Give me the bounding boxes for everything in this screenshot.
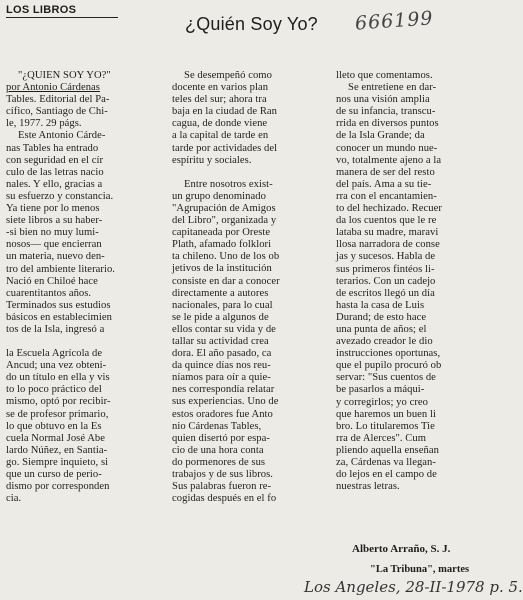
- handwritten-date-note: Los Angeles, 28-II-1978 p. 5.: [304, 578, 523, 596]
- article-text-line: capitaneada por Oreste: [172, 227, 271, 239]
- article-text-line: do lejos en el campo de: [336, 469, 437, 481]
- article-text-line: un grupo denominado: [172, 190, 266, 202]
- article-text-line: estos oradores fue Anto: [172, 408, 273, 420]
- author-byline: Alberto Arraño, S. J.: [352, 543, 451, 555]
- article-text-line: cia.: [6, 493, 22, 505]
- article-text-line: instrucciones oportunas,: [336, 348, 441, 360]
- article-text-line: Ya tiene por lo menos: [6, 203, 100, 215]
- article-text-line: Terminados sus estudios: [6, 299, 111, 311]
- article-text-line: sus experiencias. Uno de: [172, 396, 279, 408]
- article-text-line: del Libro", organizada y: [172, 215, 277, 227]
- article-text-line: lleto que comentamos.: [336, 70, 433, 81]
- article-text-line: nes correspondía relatar: [172, 384, 275, 396]
- article-text-line: de su infancia, transcu-: [336, 106, 436, 118]
- article-text-line: Nació en Chiloé hace: [6, 275, 98, 287]
- article-text-line: da los cuentos que le re: [336, 215, 437, 227]
- article-text-line: lataba su madre, maravi: [336, 227, 439, 239]
- article-text-line: de la Isla Grande; da: [336, 130, 425, 142]
- article-text-line: siete libros a su haber-: [6, 215, 103, 227]
- article-text-line: cio de una hora conta: [172, 444, 264, 456]
- article-text-line: bro. Lo titularemos Tie: [336, 420, 435, 432]
- section-rule: [6, 17, 118, 18]
- article-text-line: "¿QUIEN SOY YO?": [18, 70, 111, 81]
- article-text-line: to lo poco práctico del: [6, 384, 102, 396]
- article-text-line: baja en la ciudad de Ran: [172, 106, 278, 118]
- article-text-line: cagua, de donde viene: [172, 118, 268, 130]
- underlined-text: por Antonio Cárdenas: [6, 82, 100, 94]
- article-text-line: lardo Núñez, en Santia-: [6, 444, 108, 456]
- article-text-line: go. Siempre inquieto, si: [6, 456, 109, 468]
- article-text-line: terarios. Con un cadejo: [336, 275, 436, 287]
- article-text-line: se de profesor primario,: [6, 408, 109, 420]
- article-text-line: be pasarlos a máqui-: [336, 384, 425, 396]
- article-text-line: do pormenores de sus: [172, 456, 266, 468]
- article-text-line: da quince días nos reu-: [172, 360, 271, 372]
- article-text-line: cogidas después en el fo: [172, 493, 277, 505]
- article-text-line: directamente a autores: [172, 287, 269, 299]
- article-text-line: culo de las letras nacio: [6, 166, 104, 178]
- article-text-line: del país. Ama a su tie-: [336, 178, 432, 190]
- article-text-line: Sus palabras fueron re-: [172, 481, 272, 493]
- article-text-line: -si bien no muy lumi-: [6, 227, 99, 239]
- article-text-line: que haremos un buen li: [336, 408, 436, 420]
- article-text-line: que el pupilo procuró ob: [336, 360, 442, 372]
- article-text-line: rrida en diversos puntos: [336, 118, 439, 130]
- article-text-line: tarde por actividades del: [172, 142, 278, 154]
- article-text-line: manera de ser del resto: [336, 166, 435, 178]
- article-text-line: la Escuela Agrícola de: [6, 348, 103, 360]
- article-text-line: za, Cárdenas va llegan-: [336, 457, 436, 468]
- article-text-line: pliendo aquella enseñan: [336, 444, 439, 456]
- article-text-line: Entre nosotros exist-: [184, 178, 273, 190]
- article-text-line: conocer un mundo nue-: [336, 142, 438, 154]
- article-text-line: Durand; de esto hace: [336, 311, 427, 323]
- article-text-line: quien disertó por espa-: [172, 432, 270, 444]
- article-text-line: y corregirlos; yo creo: [336, 396, 428, 408]
- article-column-2: [172, 70, 329, 505]
- article-text-line: jas y sucesos. Habla de: [336, 251, 436, 263]
- article-text-line: Tables. Editorial del Pa-: [6, 94, 110, 106]
- article-text-line: do un título en ella y vis: [6, 372, 110, 384]
- article-text-line: Se entretiene en dar-: [348, 82, 437, 94]
- article-text-line: que un curso de perio-: [6, 469, 102, 480]
- paragraph-gap: [6, 336, 163, 348]
- article-text-line: trabajos y de sus libros.: [172, 469, 273, 480]
- article-text-line: tro del ambiente literario.: [6, 263, 116, 275]
- article-text-line: ellos contar su vida y de: [172, 323, 276, 335]
- article-text-line: nos una visión amplia: [336, 94, 430, 106]
- article-text-line: tos de la Isla, ingresó a: [6, 323, 105, 335]
- article-text-line: nacionales, para lo cual: [172, 299, 273, 311]
- article-text-line: nuestras letras.: [336, 481, 400, 493]
- article-text-line: nas Tables ha entrado: [6, 142, 99, 154]
- article-text-line: cuela Normal José Abe: [6, 432, 106, 444]
- article-text-line: nio Cárdenas Tables,: [172, 420, 262, 432]
- article-text-line: lo que obtuvo en la Es: [6, 420, 102, 432]
- article-text-line: Ancud; una vez obteni-: [6, 360, 107, 372]
- article-text-line: cífico, Santiago de Chi-: [6, 106, 108, 118]
- article-text-line: servar: "Sus cuentos de: [336, 372, 436, 384]
- article-text-line: tallar su actividad crea: [172, 335, 269, 347]
- article-text-line: ta chileno. Uno de los ob: [172, 251, 280, 263]
- article-text-line: cuarentitantos años.: [6, 287, 92, 299]
- article-text-line: un materia, nuevo den-: [6, 251, 105, 263]
- article-text-line: sus primeros fintéos li-: [336, 263, 435, 275]
- handwritten-catalog-number: 666199: [354, 7, 435, 35]
- article-text-line: avezado creador le dio: [336, 336, 433, 348]
- article-text-line: vo, totalmente ajeno a la: [336, 154, 442, 166]
- paragraph-gap: [172, 167, 329, 179]
- article-text-line: mismo, optó por recibir-: [6, 396, 111, 408]
- article-text-line: docente en varios plan: [172, 82, 269, 94]
- article-text-line: to del hechizado. Recuer: [336, 203, 442, 215]
- section-label: LOS LIBROS: [6, 4, 77, 16]
- article-text-line: Plath, afamado folklori: [172, 239, 272, 251]
- article-text-line: dora. El año pasado, ca: [172, 348, 272, 360]
- article-text-line: a la capital de tarde en: [172, 130, 269, 142]
- publication-source: "La Tribuna", martes: [370, 564, 470, 575]
- article-text-line: básicos en establecimien: [6, 311, 112, 323]
- article-text-line: jetivos de la institución: [172, 263, 272, 275]
- article-text-line: "Agrupación de Amigos: [172, 202, 276, 214]
- article-text-line: nosos— que encierran: [6, 239, 102, 251]
- article-text-line: teles del sur; ahora tra: [172, 94, 267, 106]
- article-column-1: [6, 70, 163, 505]
- article-text-line: dismo por corresponden: [6, 481, 110, 493]
- article-text-line: [6, 82, 163, 94]
- article-text-line: espíritu y sociales.: [172, 154, 252, 166]
- article-text-line: llosa narradora de conse: [336, 239, 440, 251]
- article-text-line: con seguridad en el cír: [6, 154, 104, 166]
- article-text-line: nales. Y ello, gracias a: [6, 178, 103, 190]
- article-text-line: rra de Alerces". Cum: [336, 432, 427, 444]
- article-title: ¿Quién Soy Yo?: [185, 14, 318, 34]
- article-text-line: hasta la casa de Luis: [336, 299, 425, 311]
- article-text-line: Se desempeñó como: [184, 70, 272, 81]
- article-text-line: Este Antonio Cárde-: [18, 130, 106, 142]
- article-text-line: níamos para oír a quie-: [172, 372, 271, 384]
- article-column-3: [336, 70, 486, 493]
- article-text-line: una punta de años; el: [336, 323, 427, 335]
- article-text-line: se le pide a algunos de: [172, 311, 269, 323]
- article-text-line: le, 1977. 29 págs.: [6, 118, 82, 130]
- article-text-line: consiste en dar a conocer: [172, 275, 280, 287]
- article-text-line: rra con el encantamien-: [336, 190, 437, 202]
- article-text-line: de escritos llegó un día: [336, 287, 435, 299]
- article-text-line: su esfuerzo y constancia.: [6, 190, 114, 202]
